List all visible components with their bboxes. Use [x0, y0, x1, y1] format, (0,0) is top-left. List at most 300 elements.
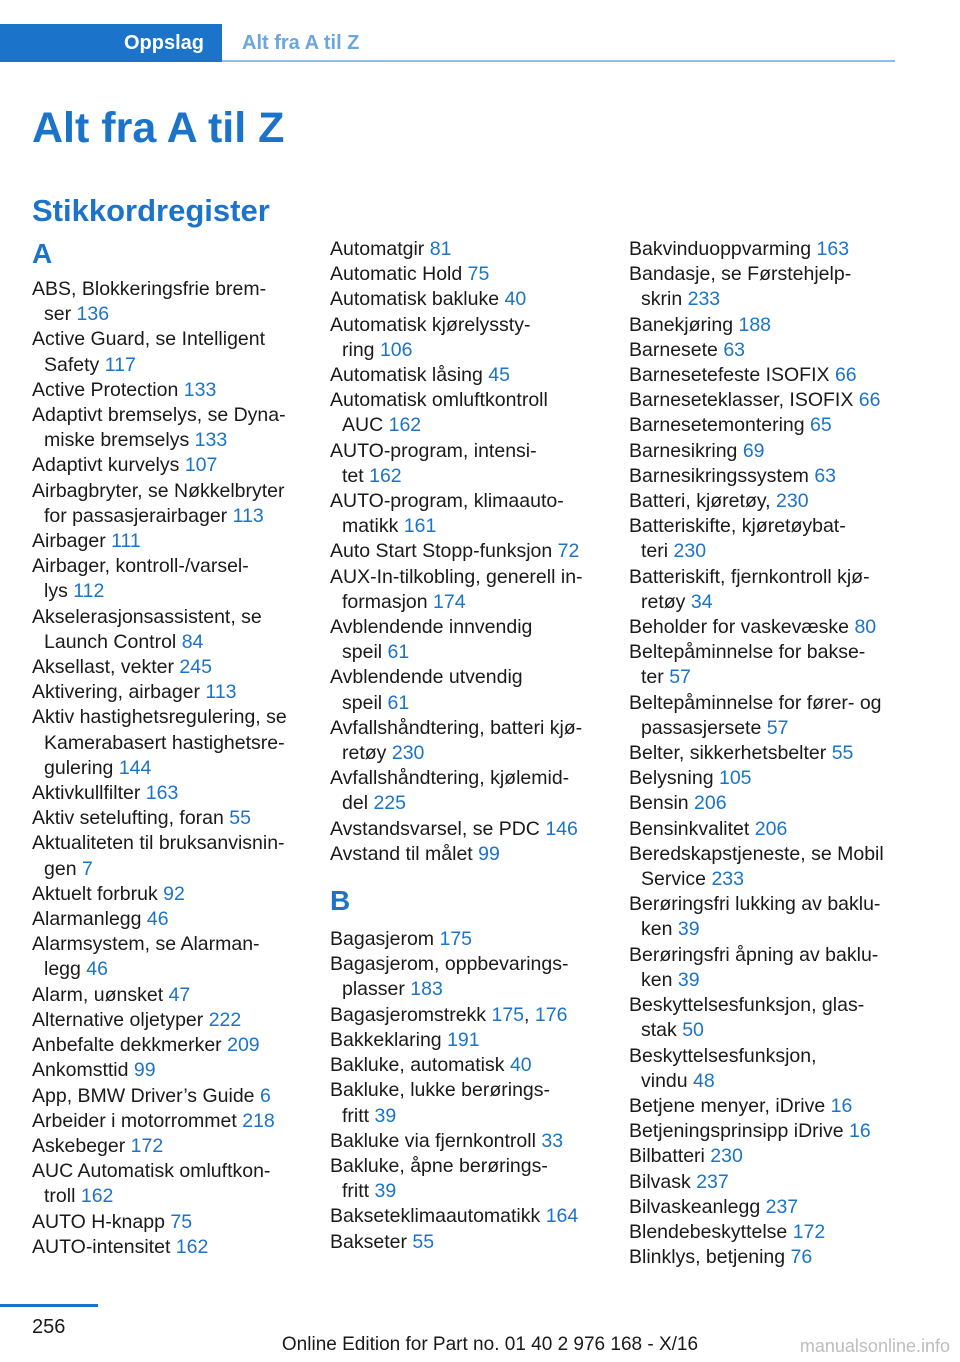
index-entry-text: Alarmanlegg: [32, 908, 142, 931]
index-entry-text: passasjersete: [641, 716, 762, 739]
index-entry: [32, 831, 302, 856]
index-entry: [32, 655, 302, 680]
page-reference-link[interactable]: 40: [509, 1054, 532, 1077]
index-entry-text: Avblendende utvendig: [330, 666, 523, 689]
index-entry-text: Avblendende innvendig: [330, 616, 533, 639]
index-entry: [32, 378, 302, 403]
index-entry: [629, 867, 904, 892]
index-entry: [629, 1245, 904, 1270]
index-entry: [330, 615, 602, 640]
page-reference-link[interactable]: 84: [181, 630, 204, 653]
index-entry-text: Anbefalte dekkmerker: [32, 1034, 222, 1057]
index-entry: [629, 1018, 904, 1043]
watermark: manualsonline.info: [799, 1336, 950, 1356]
page-reference-link[interactable]: 57: [669, 666, 691, 689]
page-reference-link[interactable]: 39: [374, 1180, 397, 1203]
page-reference-link[interactable]: 133: [194, 429, 228, 452]
index-entry-text: Blinklys, betjening: [629, 1246, 786, 1269]
index-entry: [32, 857, 302, 882]
index-entry-text: Beskyttelsesfunksjon, glas‐: [629, 994, 865, 1017]
index-entry: [629, 413, 904, 438]
index-entry-text: ser: [44, 303, 72, 326]
index-entry: [330, 237, 602, 262]
page-reference-link[interactable]: 230: [673, 540, 707, 563]
page-reference-link[interactable]: 33: [541, 1129, 564, 1152]
index-entry-text: Barnesete: [629, 338, 718, 361]
page-reference-link[interactable]: 162: [175, 1235, 209, 1258]
index-entry-text: Bakluke via fjernkontroll: [330, 1129, 536, 1152]
index-entry: [32, 756, 302, 781]
page-reference-link[interactable]: 46: [146, 908, 169, 931]
index-entry-text: ken: [641, 918, 673, 941]
index-entry: [330, 1053, 602, 1078]
page-reference-link[interactable]: 75: [170, 1210, 193, 1233]
page-reference-link[interactable]: 76: [790, 1246, 813, 1269]
index-entry: [629, 489, 904, 514]
header-tab-oppslag[interactable]: Oppslag: [123, 32, 204, 54]
page-reference-link[interactable]: 69: [742, 439, 765, 462]
index-entry: [629, 615, 904, 640]
index-entry: [32, 428, 302, 453]
index-entry: [629, 464, 904, 489]
index-entry-text: fritt: [342, 1180, 370, 1203]
page-reference-link[interactable]: 188: [738, 313, 772, 336]
index-entry-text: AUTO-program, klimaauto‐: [330, 490, 564, 513]
page-reference-link[interactable]: 34: [690, 590, 713, 613]
page-reference-link[interactable]: 206: [754, 817, 788, 840]
index-entry: [32, 1109, 302, 1134]
page-reference-link[interactable]: 172: [130, 1134, 164, 1157]
page-reference-link[interactable]: 174: [433, 590, 466, 613]
index-entry: [32, 731, 302, 756]
index-entry-text: Bakseteklimaautomatikk: [330, 1205, 541, 1228]
index-entry-text: Barnesikring: [629, 439, 738, 462]
index-entry-text: Askebeger: [32, 1134, 126, 1157]
index-entry: [629, 262, 904, 287]
index-entry: [629, 766, 904, 791]
index-entry-text: skrin: [641, 288, 683, 311]
page-reference-link[interactable]: 206: [694, 792, 727, 815]
page-reference-link[interactable]: 47: [168, 983, 191, 1006]
index-letter-heading: B: [330, 885, 351, 917]
index-entry-text: Beskyttelsesfunksjon,: [629, 1044, 817, 1067]
index-entry: [32, 479, 302, 504]
index-entry-text: formasjon: [342, 590, 428, 613]
index-entry-text: Avfallshåndtering, kjølemid‐: [330, 767, 570, 790]
footer-edition-text: Online Edition for Part no. 01 40 2 976 168 - X/16: [281, 1334, 699, 1355]
page-reference-link[interactable]: 39: [374, 1104, 397, 1127]
index-entry-text: Bakseter: [330, 1230, 407, 1253]
index-entry-text: Beltepåminnelse for bakse‐: [629, 641, 866, 664]
index-entry: [330, 514, 602, 539]
index-entry-text: Berøringsfri åpning av baklu‐: [629, 943, 879, 966]
index-entry: [330, 363, 602, 388]
page-reference-link[interactable]: 61: [387, 691, 410, 714]
index-column-2: [330, 237, 602, 1255]
page-reference-link[interactable]: 230: [710, 1145, 743, 1168]
index-entry-text: Bagasjerom, oppbevarings‐: [330, 953, 569, 976]
index-entry-text: ter: [641, 666, 664, 689]
index-entry: [629, 892, 904, 917]
page-reference-link[interactable]: 162: [388, 414, 422, 437]
index-entry: [330, 287, 602, 312]
index-entry: [330, 691, 602, 716]
index-entry-text: ring: [342, 338, 375, 361]
index-entry: [330, 413, 602, 438]
index-entry-text: plasser: [342, 978, 405, 1001]
index-entry: [32, 630, 302, 655]
index-entry-text: Auto Start Stopp-funksjon: [330, 540, 553, 563]
page-reference-link[interactable]: 136: [76, 303, 110, 326]
page-reference-link[interactable]: 112: [73, 580, 105, 603]
page-title: Alt fra A til Z: [32, 104, 285, 152]
index-entry-text: Belysning: [629, 767, 714, 790]
index-entry: [629, 640, 904, 665]
page-reference-link[interactable]: 99: [478, 842, 500, 865]
index-entry-text: AUC: [342, 414, 384, 437]
index-column-3: [629, 237, 904, 1270]
index-entry-text: Bilbatteri: [629, 1145, 705, 1168]
index-entry-text: Barnesetefeste ISOFIX: [629, 364, 830, 387]
index-entry: [629, 1144, 904, 1169]
page-reference-link[interactable]: 191: [447, 1028, 480, 1051]
page-reference-link[interactable]: 113: [205, 681, 237, 704]
index-entry: [629, 791, 904, 816]
page-reference-link[interactable]: 164: [545, 1205, 579, 1228]
page-reference-link[interactable]: 106: [379, 338, 413, 361]
page-reference-link[interactable]: 63: [723, 338, 746, 361]
page-reference-link[interactable]: 105: [718, 767, 752, 790]
index-entry-text: Aktuelt forbruk: [32, 882, 158, 905]
index-entry-text: Airbager, kontroll-/varsel‐: [32, 555, 249, 578]
page-reference-link[interactable]: 99: [133, 1059, 156, 1082]
index-entry: [32, 1033, 302, 1058]
index-letter-heading: A: [32, 238, 53, 269]
index-entry-text: Barnesikringssystem: [629, 464, 809, 487]
page-reference-link[interactable]: 81: [429, 238, 452, 260]
index-entry: [629, 237, 904, 262]
index-entry: [629, 539, 904, 564]
index-entry-text: Bensinkvalitet: [629, 817, 750, 840]
index-entry-text: legg: [44, 958, 81, 981]
index-entry: [629, 1195, 904, 1220]
index-entry: [629, 514, 904, 539]
index-entry-text: Batteriskift, fjernkontroll kjø‐: [629, 565, 870, 588]
index-entry: [32, 554, 302, 579]
page-reference-link[interactable]: 16: [830, 1094, 853, 1117]
page-reference-link[interactable]: 146: [545, 817, 578, 840]
index-entry: [32, 1084, 302, 1109]
page-reference-link[interactable]: 92: [163, 882, 185, 905]
page-reference-link[interactable]: 61: [387, 641, 410, 664]
page-reference-link[interactable]: 222: [208, 1008, 242, 1031]
index-entry: [330, 741, 602, 766]
index-entry: [330, 952, 602, 977]
index-entry-text: Blendebeskyttelse: [629, 1220, 788, 1243]
index-entry: [32, 806, 302, 831]
page-reference-link[interactable]: 66: [834, 364, 857, 387]
index-entry: [330, 791, 602, 816]
index-entry: [629, 338, 904, 363]
index-column-1: [32, 237, 302, 1260]
page-reference-link[interactable]: 133: [183, 378, 217, 401]
page-reference-link[interactable]: 161: [403, 515, 437, 538]
page-reference-link[interactable]: 117: [104, 353, 136, 376]
page-reference-link[interactable]: 65: [810, 414, 832, 437]
index-entry: [32, 353, 302, 378]
index-entry: [32, 453, 302, 478]
index-entry: [32, 277, 302, 302]
index-entry: Bagasjeromstrekk 175, 176: [330, 1003, 568, 1026]
index-entry: [32, 529, 302, 554]
index-entry-text: Bagasjeromstrekk: [330, 1003, 487, 1026]
index-entry: [330, 1154, 602, 1179]
index-entry-text: Service: [641, 868, 707, 891]
index-entry: [32, 932, 302, 957]
index-entry-text: gulering: [44, 756, 114, 779]
page-reference-link[interactable]: 55: [412, 1230, 435, 1253]
page-reference-link[interactable]: 45: [488, 364, 510, 387]
index-entry-text: Safety: [44, 353, 100, 376]
index-entry-text: Ankomsttid: [32, 1059, 129, 1082]
index-entry-text: stak: [641, 1019, 677, 1042]
index-entry-text: AUC Automatisk omluftkon‐: [32, 1160, 271, 1183]
page-reference-link[interactable]: 233: [687, 288, 721, 311]
index-entry-text: for passasjerairbager: [44, 504, 228, 527]
index-entry-text: Adaptivt bremselys, se Dyna‐: [32, 404, 286, 427]
index-entry-text: Bagasjerom: [330, 928, 435, 951]
index-entry-text: fritt: [342, 1104, 370, 1127]
index-entry: [330, 1204, 602, 1229]
index-entry-text: Aksellast, vekter: [32, 656, 174, 679]
page-reference-link[interactable]: 48: [693, 1069, 715, 1092]
index-entry-text: Avstand til målet: [330, 842, 473, 865]
index-entry-text: Bakvinduoppvarming: [629, 238, 812, 260]
index-entry-text: Batteriskifte, kjøretøybat‐: [629, 515, 846, 538]
index-entry: [330, 388, 602, 413]
index-entry: [629, 917, 904, 942]
page-reference-link[interactable]: 6: [259, 1084, 271, 1107]
index-entry-text: Bakkeklaring: [330, 1028, 442, 1051]
page-reference-link[interactable]: 80: [854, 616, 877, 639]
index-entry: [330, 1078, 602, 1103]
index-entry: [32, 781, 302, 806]
index-entry-text: Bilvask: [629, 1170, 691, 1193]
index-entry: [629, 741, 904, 766]
page-reference-link[interactable]: 225: [373, 792, 406, 815]
page-reference-link[interactable]: 107: [184, 454, 218, 477]
index-entry: [330, 262, 602, 287]
index-entry-text: AUTO-program, intensi‐: [330, 439, 537, 462]
index-entry: [32, 705, 302, 730]
page-reference-link[interactable]: 233: [711, 868, 744, 891]
index-entry-text: App, BMW Driver’s Guide: [32, 1084, 255, 1107]
index-entry: [330, 716, 602, 741]
page-reference-link[interactable]: 230: [776, 490, 809, 513]
index-entry-text: AUTO-intensitet: [32, 1235, 171, 1258]
index-entry-text: tet: [342, 464, 364, 487]
index-entry-text: Airbager: [32, 530, 106, 553]
page-reference-link[interactable]: 72: [557, 540, 580, 563]
index-entry-text: Aktiv hastighetsregulering, se: [32, 706, 287, 729]
index-entry: [32, 302, 302, 327]
header-tab-alt-fra-a-til-z[interactable]: Alt fra A til Z: [242, 32, 360, 54]
page-reference-link[interactable]: 46: [86, 958, 108, 981]
index-entry-text: vindu: [641, 1069, 688, 1092]
index-entry-text: Batteri, kjøretøy,: [629, 490, 771, 513]
index-entry-text: Adaptivt kurvelys: [32, 454, 180, 477]
index-entry-text: Belter, sikkerhetsbelter: [629, 742, 827, 765]
page-reference-link[interactable]: 237: [765, 1195, 799, 1218]
index-entry: [32, 1184, 302, 1209]
page-reference-link[interactable]: 209: [227, 1034, 260, 1057]
index-entry: [32, 1235, 302, 1260]
index-entry: [629, 1220, 904, 1245]
page-reference-link[interactable]: 57: [766, 716, 789, 739]
page-reference-link[interactable]: 66: [858, 389, 881, 412]
page-reference-link[interactable]: 50: [682, 1019, 704, 1042]
index-entry: [330, 640, 602, 665]
index-entry-text: Active Guard, se Intelligent: [32, 328, 266, 351]
page-reference-link[interactable]: 144: [118, 756, 152, 779]
page-reference-link[interactable]: 172: [792, 1220, 826, 1243]
index-entry: [32, 605, 302, 630]
index-entry: [32, 504, 302, 529]
index-entry: [629, 842, 904, 867]
page-reference-link[interactable]: 162: [80, 1185, 114, 1208]
index-entry-text: Launch Control: [44, 630, 177, 653]
index-entry-text: teri: [641, 540, 669, 563]
index-entry-text: Automatgir: [330, 238, 425, 260]
index-entry: [32, 403, 302, 428]
index-entry-text: miske bremselys: [44, 429, 190, 452]
index-entry-text: Bensin: [629, 792, 689, 815]
page-reference-link[interactable]: 245: [179, 656, 212, 679]
index-entry: [629, 716, 904, 741]
index-entry-text: Alarm, uønsket: [32, 983, 164, 1006]
index-entry-text: retøy: [342, 742, 387, 765]
page-reference-link[interactable]: 176: [534, 1003, 568, 1026]
page-reference-link[interactable]: 230: [391, 742, 425, 765]
page-reference-link[interactable]: 113: [232, 504, 264, 527]
index-entry: [629, 1170, 904, 1195]
index-entry: [629, 363, 904, 388]
index-entry-text: Berøringsfri lukking av baklu‐: [629, 893, 881, 916]
index-entry-text: Beredskapstjeneste, se Mobil: [629, 842, 884, 865]
index-entry-text: Bakluke, automatisk: [330, 1054, 505, 1077]
index-entry-text: Beltepåminnelse for fører- og: [629, 691, 882, 714]
page-reference-link[interactable]: 237: [696, 1170, 729, 1193]
index-entry-text: Aktivkullfilter: [32, 782, 141, 805]
index-entry-text: Bakluke, åpne berørings‐: [330, 1154, 548, 1177]
page-reference-link[interactable]: 163: [816, 238, 850, 260]
page-number: 256: [32, 1316, 66, 1338]
index-entry-text: lys: [44, 580, 68, 603]
index-entry-text: Automatisk låsing: [330, 364, 483, 387]
index-entry: [629, 943, 904, 968]
index-entry: [330, 439, 602, 464]
index-entry-text: Akselerasjonsassistent, se: [32, 605, 262, 628]
page-reference-link[interactable]: 40: [504, 288, 527, 311]
index-entry: [629, 691, 904, 716]
page-reference-link[interactable]: 175: [439, 928, 473, 951]
page-reference-link[interactable]: 39: [677, 918, 700, 941]
index-entry: [32, 983, 302, 1008]
index-entry: [629, 1119, 904, 1144]
page-reference-link[interactable]: 218: [242, 1109, 275, 1132]
index-entry-text: gen: [44, 857, 77, 880]
index-entry: [330, 977, 602, 1002]
index-entry: [330, 338, 602, 363]
index-entry-text: Barneseteklasser, ISOFIX: [629, 389, 854, 412]
index-entry-text: Barnesetemontering: [629, 414, 805, 437]
index-entry: [330, 842, 602, 867]
page-reference-link[interactable]: 63: [814, 464, 837, 487]
index-entry-text: Betjeningsprinsipp iDrive: [629, 1120, 844, 1143]
index-entry-text: retøy: [641, 590, 686, 613]
index-entry-text: Bandasje, se Førstehjelp‐: [629, 263, 852, 286]
index-entry-text: Automatisk bakluke: [330, 288, 500, 311]
index-entry-text: AUX-In-tilkobling, generell in‐: [330, 565, 583, 588]
index-entry: [32, 680, 302, 705]
index-entry: [330, 766, 602, 791]
index-entry-text: Alternative oljetyper: [32, 1008, 204, 1031]
page-reference-link[interactable]: 175: [491, 1003, 525, 1026]
index-entry: [32, 907, 302, 932]
index-entry-text: Automatisk omluftkontroll: [330, 389, 548, 412]
index-entry: [629, 1044, 904, 1069]
index-entry-text: Bakluke, lukke berørings‐: [330, 1079, 551, 1102]
index-entry-text: Avstandsvarsel, se PDC: [330, 817, 540, 840]
index-entry-text: Banekjøring: [629, 313, 734, 336]
index-entry-text: speil: [342, 691, 383, 714]
index-entry: [629, 590, 904, 615]
index-entry: [32, 579, 302, 604]
page-reference-link[interactable]: 7: [81, 857, 93, 880]
index-entry-text: Beholder for vaskevæske: [629, 616, 850, 639]
index-entry: [629, 1094, 904, 1119]
page-reference-link[interactable]: 75: [467, 263, 490, 286]
index-entry: [330, 927, 602, 952]
header-divider: [222, 60, 895, 62]
index-entry: [629, 313, 904, 338]
index-entry: [330, 1230, 602, 1255]
index-entry: [32, 1058, 302, 1083]
index-entry-text: troll: [44, 1185, 76, 1208]
index-entry-text: Automatic Hold: [330, 263, 463, 286]
page-reference-link[interactable]: 16: [849, 1120, 871, 1143]
index-entry: [330, 1179, 602, 1204]
page-reference-link[interactable]: 163: [145, 782, 179, 805]
index-entry: [32, 327, 302, 352]
index-entry-text: Betjene menyer, iDrive: [629, 1094, 826, 1117]
page-reference-link[interactable]: 183: [410, 978, 443, 1001]
footer-accent-line: [0, 1304, 98, 1307]
index-entry-text: Arbeider i motorrommet: [32, 1109, 237, 1132]
index-entry: [629, 993, 904, 1018]
page-reference-link[interactable]: 162: [369, 464, 402, 487]
page-reference-link[interactable]: 55: [229, 807, 251, 830]
index-entry: [330, 313, 602, 338]
index-entry-text: Alarmsystem, se Alarman‐: [32, 933, 260, 956]
index-entry-text: Kamerabasert hastighetsre‐: [44, 731, 285, 754]
page-reference-link[interactable]: 111: [111, 530, 141, 553]
index-entry-text: del: [342, 792, 369, 815]
page-reference-link[interactable]: 39: [677, 968, 700, 991]
index-entry-text: speil: [342, 641, 383, 664]
page-reference-link[interactable]: 55: [831, 742, 854, 765]
index-entry-text: Bilvaskeanlegg: [629, 1195, 761, 1218]
